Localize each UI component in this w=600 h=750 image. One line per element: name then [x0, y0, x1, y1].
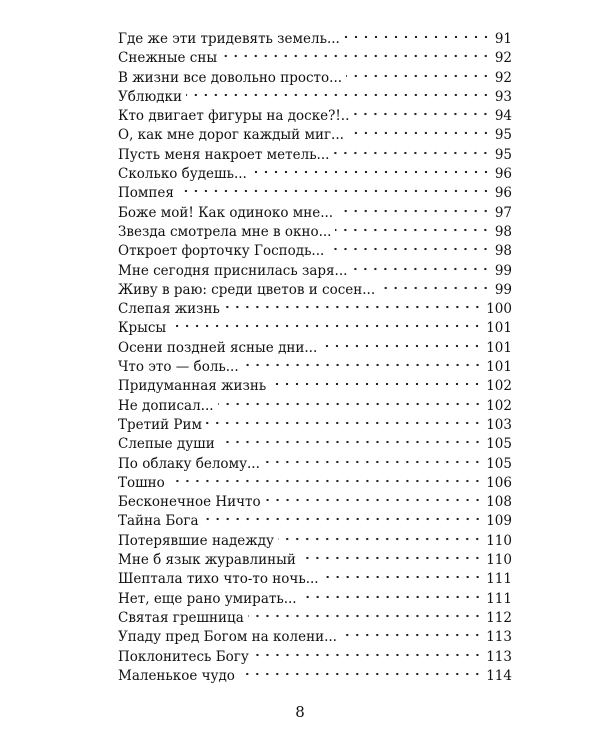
toc-entry [118, 319, 512, 338]
toc-dot-leader [178, 188, 491, 194]
toc-entry-title: Звезда смотрела мне в окно... [118, 223, 332, 240]
toc-entry [118, 667, 512, 686]
toc-entry-title: Слепая жизнь [118, 301, 220, 318]
toc-entry-page: 93 [494, 88, 512, 105]
toc-entry-page: 99 [494, 281, 512, 298]
toc-entry-page: 102 [486, 378, 512, 395]
toc-dot-leader [186, 92, 491, 98]
page-number: 8 [295, 703, 305, 721]
toc-dot-leader [344, 34, 491, 40]
toc-entry-title: Снежные сны [118, 50, 218, 67]
toc-entry-page: 92 [494, 69, 512, 86]
toc-entry-page: 114 [486, 667, 512, 684]
toc-entry [118, 648, 512, 667]
toc-dot-leader [351, 266, 490, 272]
toc-entry-title: В жизни все довольно просто... [118, 69, 343, 86]
toc-entry-page: 99 [494, 262, 512, 279]
toc-entry-page: 98 [494, 223, 512, 240]
toc-dot-leader [264, 459, 482, 465]
toc-dot-leader [169, 478, 482, 484]
toc-entry [118, 49, 512, 68]
toc-entry-page: 111 [486, 590, 512, 607]
toc-entry-title: Упаду пред Богом на колени... [118, 629, 337, 646]
toc-entry-title: Крысы [118, 320, 167, 337]
toc-dot-leader [239, 671, 482, 677]
toc-entry [118, 377, 512, 396]
toc-entry-title: Откроет форточку Господь... [118, 243, 325, 260]
toc-entry-page: 113 [486, 629, 512, 646]
toc-entry [118, 397, 512, 416]
toc-entry-title: Сколько будешь... [118, 166, 247, 183]
toc-entry [118, 300, 512, 319]
toc-entry [118, 69, 512, 88]
toc-entry-page: 110 [486, 532, 512, 549]
toc-entry-page: 106 [486, 474, 512, 491]
toc-entry-page: 91 [494, 31, 512, 47]
toc-dot-leader [251, 169, 491, 175]
toc-entry [118, 339, 512, 358]
toc-entry-title: Не дописал... [118, 397, 214, 414]
toc-entry-title: Кто двигает фигуры на доске?!.. [118, 108, 350, 125]
toc-entry-title: Тайна Бога [118, 513, 199, 530]
toc-entry [118, 416, 512, 435]
toc-entry-title: Боже мой! Как одиноко мне... [118, 204, 334, 221]
toc-entry-page: 109 [486, 513, 512, 530]
toc-entry-title: Потерявшие надежду [118, 532, 274, 549]
toc-entry-page: 105 [486, 436, 512, 453]
toc-dot-leader [341, 632, 482, 638]
toc-dot-leader [321, 343, 482, 349]
toc-dot-leader [218, 401, 483, 407]
toc-dot-leader [348, 130, 491, 136]
toc-entry-page: 105 [486, 455, 512, 472]
toc-entry-page: 101 [486, 320, 512, 337]
toc-entry-page: 98 [494, 243, 512, 260]
toc-dot-leader [221, 53, 491, 59]
toc-entry [118, 165, 512, 184]
toc-dot-leader [333, 150, 490, 156]
toc-dot-leader [206, 420, 482, 426]
toc-dot-leader [301, 594, 483, 600]
toc-entry-title: Слепые души [118, 436, 215, 453]
toc-entry [118, 223, 512, 242]
toc-entry [118, 532, 512, 551]
toc-entry-title: Ублюдки [118, 88, 182, 105]
toc-entry [118, 570, 512, 589]
toc-entry-page: 97 [494, 204, 512, 221]
toc-dot-leader [219, 439, 482, 445]
table-of-contents [118, 30, 512, 686]
toc-entry-title: Придуманная жизнь [118, 378, 267, 395]
toc-entry [118, 358, 512, 377]
toc-entry [118, 146, 512, 165]
toc-dot-leader [379, 285, 491, 291]
toc-entry-page: 94 [494, 108, 512, 125]
toc-entry-title: Мне б язык журавлиный [118, 552, 296, 569]
toc-entry-title: Пусть меня накроет метель... [118, 146, 330, 163]
toc-entry-page: 102 [486, 397, 512, 414]
toc-dot-leader [353, 111, 490, 117]
toc-entry-title: Третий Рим [118, 416, 202, 433]
toc-entry-title: Где же эти тридевять земель... [118, 31, 340, 47]
toc-entry [118, 628, 512, 647]
toc-dot-leader [248, 613, 482, 619]
toc-entry-title: Нет, еще рано умирать... [118, 590, 297, 607]
toc-entry [118, 184, 512, 203]
toc-entry-title: Тошно [118, 474, 165, 491]
toc-dot-leader [323, 574, 483, 580]
toc-entry [118, 262, 512, 281]
toc-entry-title: Поклонитесь Богу [118, 648, 249, 665]
toc-entry-page: 96 [494, 185, 512, 202]
toc-entry [118, 474, 512, 493]
toc-entry-page: 110 [486, 552, 512, 569]
toc-entry [118, 242, 512, 261]
toc-entry-page: 100 [486, 301, 512, 318]
toc-entry [118, 609, 512, 628]
toc-entry [118, 590, 512, 609]
toc-entry-page: 95 [494, 127, 512, 144]
toc-entry-title: Бесконечное Ничто [118, 494, 261, 511]
toc-entry-page: 112 [486, 609, 512, 626]
toc-entry-title: Живу в раю: среди цветов и сосен... [118, 281, 376, 298]
toc-dot-leader [265, 497, 483, 503]
toc-entry-title: Шептала тихо что-то ночь... [118, 571, 319, 588]
toc-entry [118, 107, 512, 126]
toc-entry-title: Маленькое чудо [118, 667, 235, 684]
toc-entry [118, 493, 512, 512]
toc-entry [118, 512, 512, 531]
toc-dot-leader [337, 208, 491, 214]
toc-entry [118, 88, 512, 107]
toc-entry-page: 113 [486, 648, 512, 665]
toc-entry [118, 551, 512, 570]
toc-dot-leader [224, 304, 482, 310]
toc-entry [118, 30, 512, 49]
toc-dot-leader [243, 362, 483, 368]
toc-entry [118, 126, 512, 145]
toc-entry-title: Мне сегодня приснилась заря... [118, 262, 348, 279]
toc-entry-page: 103 [486, 416, 512, 433]
toc-entry-page: 108 [486, 494, 512, 511]
toc-entry-title: О, как мне дорог каждый миг... [118, 127, 344, 144]
toc-entry-title: По облаку белому... [118, 455, 260, 472]
toc-entry-page: 101 [486, 359, 512, 376]
toc-entry-title: Осени поздней ясные дни... [118, 339, 318, 356]
toc-dot-leader [253, 652, 482, 658]
toc-entry-page: 111 [486, 571, 512, 588]
toc-dot-leader [270, 381, 482, 387]
toc-entry [118, 435, 512, 454]
toc-dot-leader [203, 516, 483, 522]
toc-entry [118, 204, 512, 223]
toc-dot-leader [328, 246, 491, 252]
toc-entry-page: 101 [486, 339, 512, 356]
toc-entry [118, 455, 512, 474]
toc-entry-title: Святая грешница [118, 609, 244, 626]
toc-entry-title: Помпея [118, 185, 174, 202]
toc-dot-leader [278, 536, 482, 542]
toc-dot-leader [300, 555, 482, 561]
toc-dot-leader [170, 323, 482, 329]
toc-entry-page: 95 [494, 146, 512, 163]
toc-dot-leader [335, 227, 490, 233]
toc-entry-page: 96 [494, 166, 512, 183]
toc-entry-page: 92 [494, 50, 512, 67]
toc-dot-leader [346, 73, 491, 79]
toc-entry [118, 281, 512, 300]
toc-entry-title: Что это — боль... [118, 359, 239, 376]
